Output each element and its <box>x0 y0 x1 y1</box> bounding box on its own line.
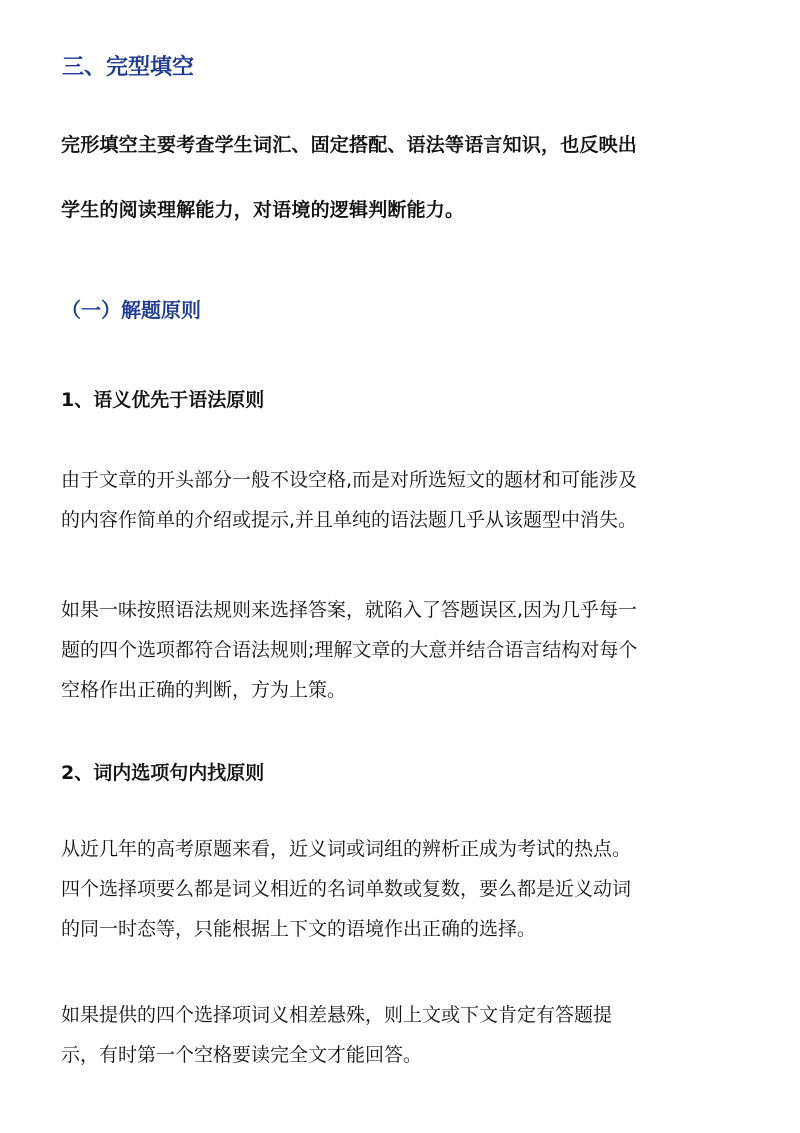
paragraph-line: 的内容作简单的介绍或提示,并且单纯的语法题几乎从该题型中消失。 <box>61 509 638 531</box>
paragraph <box>61 829 751 949</box>
principle-title: 2、词内选项句内找原则 <box>61 762 265 784</box>
paragraph-line: 从近几年的高考原题来看，近义词或词组的辨析正成为考试的热点。 <box>61 838 632 860</box>
paragraph-line: 示，有时第一个空格要读完全文才能回答。 <box>61 1044 423 1066</box>
paragraph <box>61 590 751 710</box>
paragraph-line: 如果一味按照语法规则来选择答案，就陷入了答题误区,因为几乎每一 <box>61 599 638 621</box>
paragraph <box>61 460 751 540</box>
intro-line: 完形填空主要考查学生词汇、固定搭配、语法等语言知识，也反映出 <box>61 134 638 156</box>
principle-title: 1、语义优先于语法原则 <box>61 389 265 411</box>
paragraph-line: 四个选择项要么都是词义相近的名词单数或复数，要么都是近义动词 <box>61 878 632 900</box>
paragraph-line: 的同一时态等，只能根据上下文的语境作出正确的选择。 <box>61 918 537 940</box>
subsection-title: （一）解题原则 <box>61 298 201 322</box>
paragraph-line: 由于文章的开头部分一般不设空格,而是对所选短文的题材和可能涉及 <box>61 469 638 491</box>
section-title: 三、完型填空 <box>62 55 195 80</box>
paragraph <box>61 995 751 1075</box>
paragraph-line: 空格作出正确的判断，方为上策。 <box>61 679 347 701</box>
paragraph-line: 如果提供的四个选择项词义相差悬殊，则上文或下文肯定有答题提 <box>61 1004 613 1026</box>
paragraph-line: 题的四个选项都符合语法规则;理解文章的大意并结合语言结构对每个 <box>61 639 638 661</box>
intro-line: 学生的阅读理解能力，对语境的逻辑判断能力。 <box>61 199 465 221</box>
